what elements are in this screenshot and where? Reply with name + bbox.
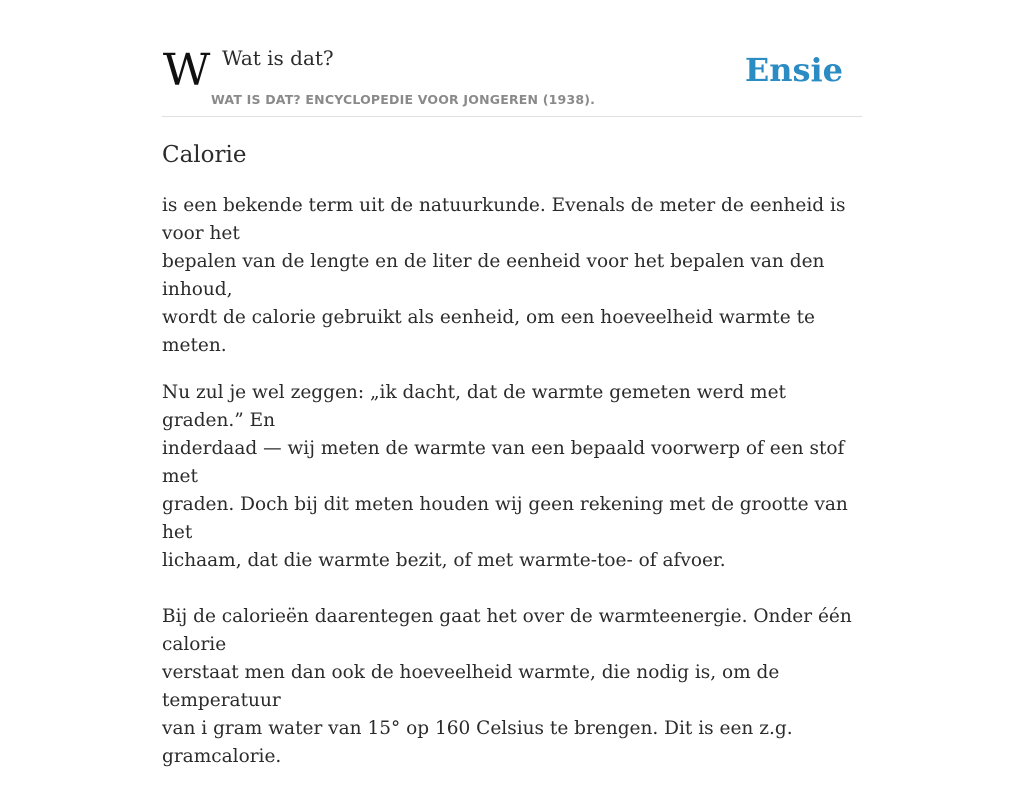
- brand-logo-link[interactable]: Ensie: [744, 51, 843, 89]
- article-paragraph: is een bekende term uit de natuurkunde. Evenals de meter de eenheid is voor het bepalen van de lengte en de liter de eenheid voor het bepalen van den inhoud, wordt de calorie gebruikt als eenheid, om een hoeveelheid warmte te meten.: [162, 195, 846, 356]
- article-title: Calorie: [162, 142, 247, 168]
- site-subtitle: WAT IS DAT? ENCYCLOPEDIE VOOR JONGEREN (1938).: [211, 92, 596, 107]
- page: [162, 0, 862, 767]
- wikipedia-logo-icon[interactable]: W: [162, 45, 205, 96]
- article-body: [162, 192, 862, 790]
- site-title-link[interactable]: Wat is dat?: [222, 46, 334, 70]
- article-paragraph: Nu zul je wel zeggen: „ik dacht, dat de warmte gemeten werd met graden.” En inderdaad — wij meten de warmte van een bepaald voorwerp of een stof met graden. Doch bij dit meten houden wij geen rekening met de grootte van het lichaam, dat die warmte bezit, of met warmte-toe- of afvoer.: [162, 382, 848, 571]
- article-paragraph: Bij de calorieën daarentegen gaat het over de warmteenergie. Onder één calorie verstaat men dan ook de hoeveelheid warmte, die nodig is, om de temperatuur van i gram water van 15° op 160 Celsius te brengen. Dit is een z.g. gramcalorie.: [162, 606, 852, 767]
- site-header: [162, 0, 862, 117]
